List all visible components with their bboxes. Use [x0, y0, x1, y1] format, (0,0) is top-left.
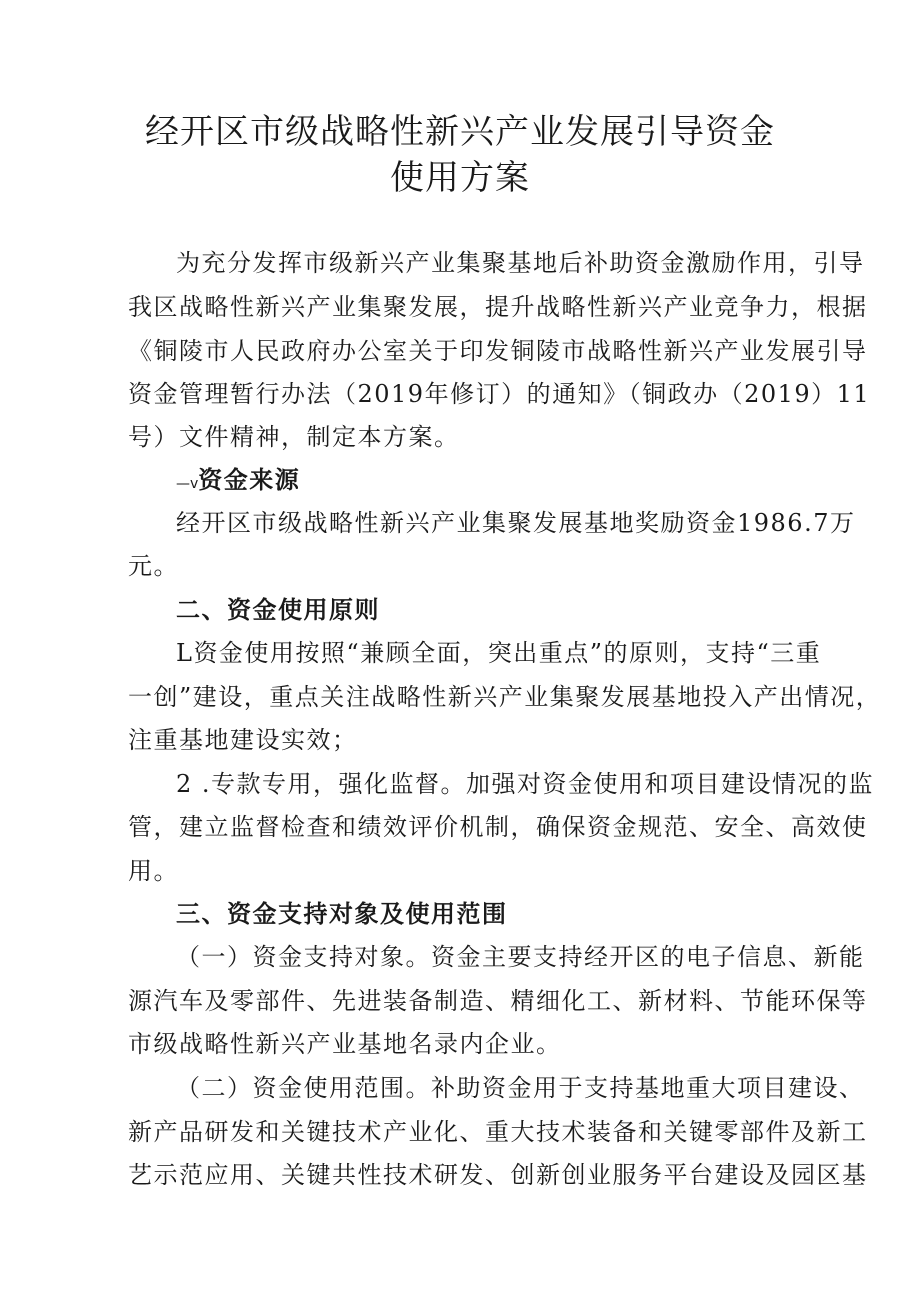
section-1-body-line: 经开区市级战略性新兴产业集聚发展基地奖励资金1986.7万: [176, 509, 856, 537]
section-2-item-2-line: 用。: [128, 857, 179, 885]
section-1-heading-text: 资金来源: [198, 466, 301, 494]
section-3-item-1-line: 市级战略性新兴产业基地名录内企业。: [128, 1030, 562, 1058]
intro-line: 《铜陵市人民政府办公室关于印发铜陵市战略性新兴产业发展引导: [128, 337, 868, 365]
section-2-heading: 二、资金使用原则: [176, 596, 380, 624]
section-2-item-1-line: 注重基地建设实效；: [128, 726, 358, 754]
intro-line: 资金管理暂行办法（2019年修订）的通知》（铜政办（2019）11: [128, 380, 871, 408]
section-3-item-2-line: 新产品研发和关键技术产业化、重大技术装备和关键零部件及新工: [128, 1118, 868, 1146]
section-1-heading: [176, 465, 300, 499]
intro-line: 号）文件精神，制定本方案。: [128, 423, 460, 451]
section-1-prefix: —v: [176, 476, 199, 492]
section-3-item-2-line: （二）资金使用范围。补助资金用于支持基地重大项目建设、: [176, 1074, 865, 1102]
document-title-line-2: 使用方案: [390, 158, 530, 198]
section-2-item-1-line: L资金使用按照“兼顾全面，突出重点”的原则，支持“三重: [176, 639, 822, 667]
section-2-item-2-line: 管，建立监督检查和绩效评价机制，确保资金规范、安全、高效使: [128, 813, 868, 841]
intro-line: 为充分发挥市级新兴产业集聚基地后补助资金激励作用，引导: [176, 249, 865, 277]
section-3-heading: 三、资金支持对象及使用范围: [176, 900, 508, 928]
section-2-item-2-line: 2 .专款专用，强化监督。加强对资金使用和项目建设情况的监: [176, 770, 875, 798]
section-3-item-1-line: （一）资金支持对象。资金主要支持经开区的电子信息、新能: [176, 943, 865, 971]
intro-line: 我区战略性新兴产业集聚发展，提升战略性新兴产业竞争力，根据: [128, 293, 868, 321]
section-3-item-2-line: 艺示范应用、关键共性技术研发、创新创业服务平台建设及园区基: [128, 1161, 868, 1189]
document-title-line-1: 经开区市级战略性新兴产业发展引导资金: [145, 112, 775, 152]
section-3-item-1-line: 源汽车及零部件、先进装备制造、精细化工、新材料、节能环保等: [128, 987, 868, 1015]
section-1-body-line: 元。: [128, 552, 179, 580]
section-2-item-1-line: 一创”建设，重点关注战略性新兴产业集聚发展基地投入产出情况，: [128, 683, 882, 711]
